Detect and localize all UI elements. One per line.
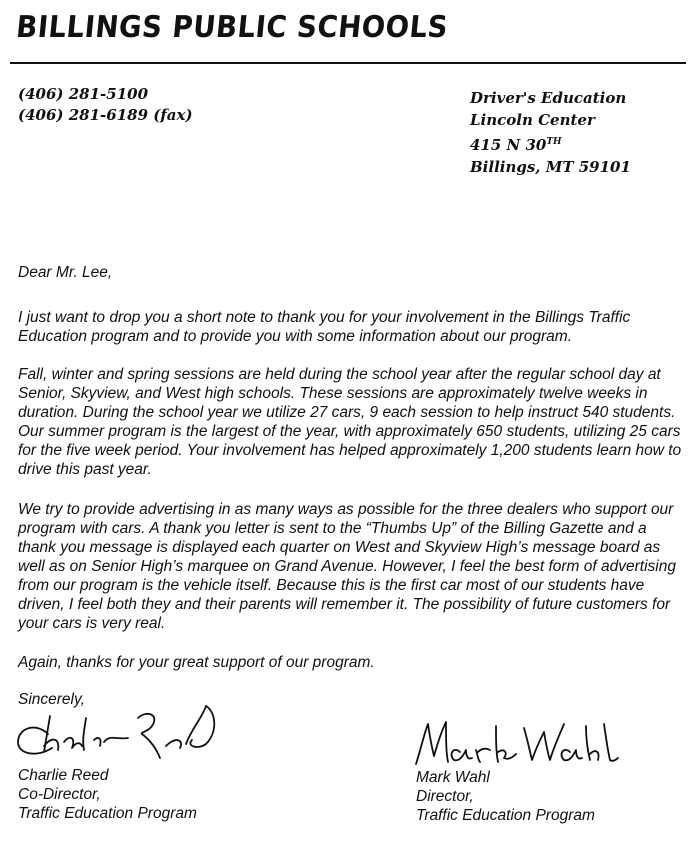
salutation-text: Dear Mr. Lee,: [18, 264, 113, 281]
paragraph-text: Again, thanks for your great support of our program.: [18, 654, 375, 671]
signer-name: Mark Wahl: [416, 769, 490, 786]
paragraph-1: [18, 308, 686, 346]
office-address: [470, 87, 631, 178]
building-name: Lincoln Center: [470, 111, 595, 129]
letterhead-title: BILLINGS PUBLIC SCHOOLS: [14, 10, 450, 45]
street-suffix: TH: [546, 137, 562, 147]
paragraph-text: I just want to drop you a short note to thank you for your involvement in the Billings Traffic Education program and to provide you with some information about our program.: [18, 309, 631, 345]
street-number: 415 N 30: [470, 136, 547, 154]
signer-program: Traffic Education Program: [416, 807, 595, 824]
paragraph-2: [18, 365, 686, 479]
signer-name: Charlie Reed: [18, 767, 109, 784]
phone-number: (406) 281-5100: [18, 85, 149, 103]
closing-text: Sincerely,: [18, 691, 85, 708]
signer-block-mark-wahl: [416, 768, 595, 825]
street-address: [470, 131, 631, 156]
signature-charlie-reed: [10, 688, 230, 770]
department-name: Driver's Education: [470, 89, 627, 107]
fax-number: (406) 281-6189 (fax): [18, 106, 193, 124]
paragraph-text: Fall, winter and spring sessions are held during the school year after the regular school day at Senior, Skyview, and West high schools. These sessions are approximately twelve weeks in duration. During the school year we utilize 27 cars, 9 each session to help instruct 540 students. Our summer program is the largest of the year, with approximately 650 students, utilizing 25 cars for the five week period. Your involvement has helped approximately 1,200 students learn how to drive this past year.: [18, 366, 682, 478]
city-state-zip: Billings, MT 59101: [470, 158, 631, 176]
paragraph-3: [18, 500, 686, 633]
letterhead-divider: [10, 62, 686, 64]
signature-mark-wahl: [410, 712, 620, 772]
contact-info: [18, 84, 193, 126]
signer-block-charlie-reed: [18, 766, 197, 823]
signer-program: Traffic Education Program: [18, 805, 197, 822]
salutation: [18, 263, 686, 282]
signer-title: Co-Director,: [18, 786, 101, 803]
paragraph-4: [18, 653, 686, 672]
paragraph-text: We try to provide advertising in as many ways as possible for the three dealers who support our program with cars. A thank you letter is sent to the “Thumbs Up” of the Billing Gazette and a thank you message is displayed each quarter on West and Skyview High’s message board as well as on Senior High’s marquee on Grand Avenue. However, I feel the best form of advertising from our program is the vehicle itself. Because this is the first car most of our students have driven, I feel both they and their parents will remember it. The possibility of future customers for your cars is very real.: [18, 501, 676, 632]
signer-title: Director,: [416, 788, 474, 805]
